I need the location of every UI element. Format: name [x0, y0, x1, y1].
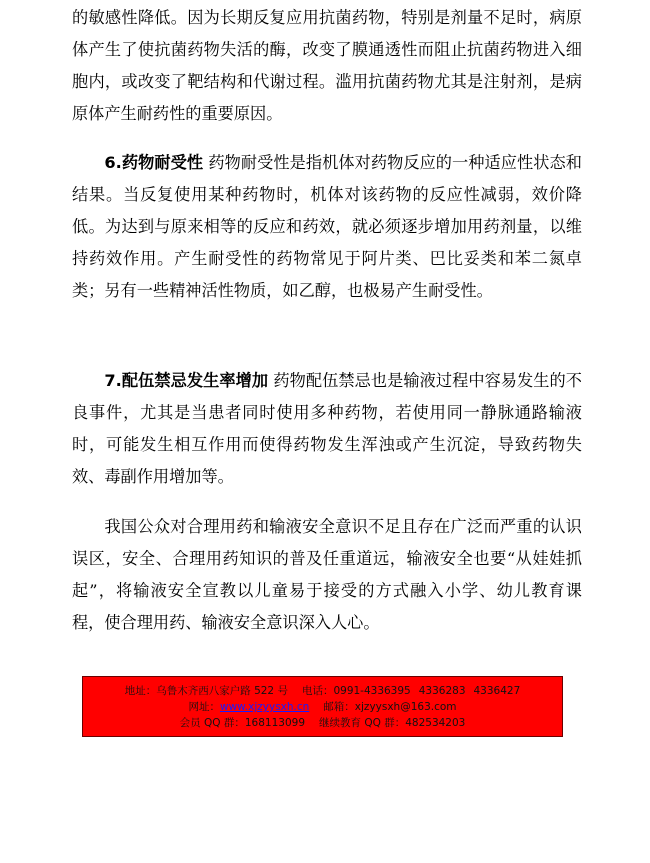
section-heading-incompatibility: 7.配伍禁忌发生率增加: [104, 371, 269, 390]
website-link[interactable]: www.xjzyysxh.cn: [219, 701, 310, 713]
phone-value-1: 0991-4336395: [333, 685, 411, 697]
footer-address-line: [83, 683, 562, 699]
address-value: 乌鲁木齐西八家户路 522 号: [156, 685, 288, 697]
qq-member-label: 会员 QQ 群：: [179, 717, 245, 729]
email-value: xjzyysxh@163.com: [354, 701, 457, 713]
email-label: 邮箱：: [323, 701, 355, 713]
website-label: 网址：: [188, 701, 220, 713]
footer-qq-line: [83, 715, 562, 731]
footer-web-line: [83, 699, 562, 715]
paragraph-resistance-continued: 的敏感性降低。因为长期反复应用抗菌药物，特别是剂量不足时，病原体产生了使抗菌药物失活的酶，改变了膜通透性而阻止抗菌药物进入细胞内，或改变了靶结构和代谢过程。滥用抗菌药物尤其是注射剂，是病原体产生耐药性的重要原因。: [72, 8, 582, 123]
address-label: 地址：: [124, 685, 157, 697]
contact-footer: [82, 676, 563, 737]
phone-value-2: 4336283: [418, 685, 466, 697]
phone-label: 电话：: [301, 685, 334, 697]
section-incompatibility: [72, 365, 582, 493]
section-heading-drug-tolerance: 6.药物耐受性: [104, 153, 204, 172]
qq-edu-label: 继续教育 QQ 群：: [319, 717, 406, 729]
section-text-drug-tolerance: 药物耐受性是指机体对药物反应的一种适应性状态和结果。当反复使用某种药物时，机体对该药物的反应性减弱，效价降低。为达到与原来相等的反应和药效，就必须逐步增加用药剂量，以维持药效作用。产生耐受性的药物常见于阿片类、巴比妥类和苯二氮卓类；另有一些精神活性物质，如乙醇，也极易产生耐受性。: [72, 153, 582, 300]
section-text-incompatibility: 药物配伍禁忌也是输液过程中容易发生的不良事件，尤其是当患者同时使用多种药物，若使用同一静脉通路输液时，可能发生相互作用而使得药物发生浑浊或产生沉淀，导致药物失效、毒副作用增加等。: [72, 371, 582, 486]
paragraph-conclusion: 我国公众对合理用药和输液安全意识不足且存在广泛而严重的认识误区，安全、合理用药知识的普及任重道远，输液安全也要“从娃娃抓起”，将输液安全宣教以儿童易于接受的方式融入小学、幼儿教育课程，使合理用药、输液安全意识深入人心。: [72, 517, 582, 632]
qq-member-value: 168113099: [244, 717, 305, 729]
section-drug-tolerance: [72, 147, 582, 307]
phone-value-3: 4336427: [473, 685, 521, 697]
qq-edu-value: 482534203: [405, 717, 466, 729]
